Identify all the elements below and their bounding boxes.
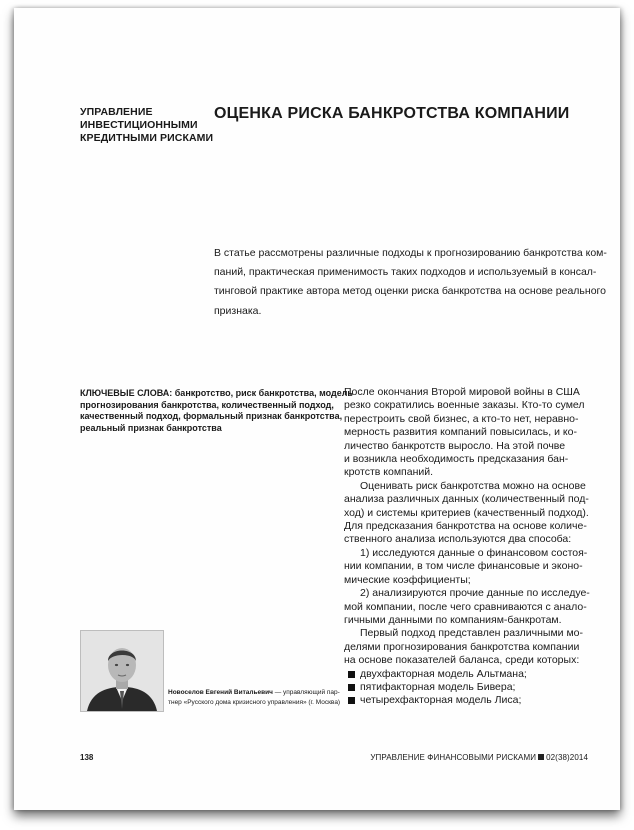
document-page bbox=[14, 8, 620, 810]
article-body bbox=[344, 386, 614, 708]
paragraph-2 bbox=[344, 480, 614, 547]
text-line: Для предсказания банкротства на основе количе- bbox=[344, 520, 587, 533]
text-line: на основе показателей баланса, среди которых: bbox=[344, 654, 580, 667]
model-list bbox=[344, 668, 614, 708]
list-item bbox=[344, 668, 614, 681]
author-name: Новоселов Евгений Витальевич bbox=[168, 689, 273, 696]
text-line: гичными данными по компаниям-банкротам. bbox=[344, 613, 562, 626]
text-line: Первый подход представлен различными мо- bbox=[360, 627, 584, 640]
keywords-line: КЛЮЧЕВЫЕ СЛОВА: банкротство, риск банкротства, модель bbox=[80, 388, 353, 398]
author-info bbox=[168, 688, 368, 708]
text-line: мой компании, после чего сравниваются с анало- bbox=[344, 600, 587, 613]
section-label bbox=[80, 106, 214, 145]
text-line: нии компании, в том числе финансовые и эконо- bbox=[344, 560, 583, 573]
author-portrait-icon bbox=[81, 631, 163, 711]
author-role: — управляющий пар- bbox=[272, 689, 340, 696]
abstract-line: признака. bbox=[214, 304, 262, 317]
text-line: мерность развития компаний повысилась, и ко- bbox=[344, 426, 577, 439]
abstract-line: паний, практическая применимость таких подходов и используемый в консал- bbox=[214, 266, 597, 279]
text-line: Оценивать риск банкротства можно на основе bbox=[360, 479, 586, 492]
list-item-text: двухфакторная модель Альтмана; bbox=[360, 667, 527, 680]
text-line: кротств компаний. bbox=[344, 466, 434, 479]
paragraph-3 bbox=[344, 547, 614, 587]
author-line bbox=[168, 688, 368, 698]
keywords-line: реальный признак банкротства bbox=[80, 422, 222, 433]
article-title: ОЦЕНКА РИСКА БАНКРОТСТВА КОМПАНИИ bbox=[214, 105, 570, 122]
text-line: После окончания Второй мировой войны в США bbox=[344, 386, 580, 398]
keywords-line: качественный подход, формальный признак банкротства, bbox=[80, 411, 343, 421]
text-line: мические коэффициенты; bbox=[344, 573, 471, 586]
journal-issue: 02(38)2014 bbox=[546, 753, 588, 762]
abstract-line: тинговой практике автора метод оценки риска банкротства на основе реального bbox=[214, 285, 606, 298]
paragraph-5 bbox=[344, 627, 614, 667]
abstract bbox=[214, 244, 607, 321]
paragraph-1 bbox=[344, 386, 614, 480]
page-footer bbox=[80, 753, 620, 765]
author-photo bbox=[80, 630, 164, 712]
list-item bbox=[344, 694, 614, 707]
section-label-line: УПРАВЛЕНИЕ bbox=[80, 106, 153, 118]
list-item-text: четырехфакторная модель Лиса; bbox=[360, 694, 522, 707]
author-line: тнер «Русского дома кризисного управления» (г. Москва) bbox=[168, 699, 341, 706]
square-bullet-icon bbox=[348, 671, 355, 678]
section-label-line: ИНВЕСТИЦИОННЫМИ bbox=[80, 119, 198, 131]
list-item-text: пятифакторная модель Бивера; bbox=[360, 680, 516, 693]
text-line: и возникла необходимость предсказания бан- bbox=[344, 453, 569, 466]
text-line: анализа различных данных (количественный под- bbox=[344, 493, 589, 506]
section-label-line: КРЕДИТНЫМИ РИСКАМИ bbox=[80, 132, 214, 144]
text-line: 1) исследуются данные о финансовом состоя- bbox=[360, 546, 588, 559]
text-line: перестроить свой бизнес, а кто-то нет, неравно- bbox=[344, 412, 579, 425]
paragraph-4 bbox=[344, 587, 614, 627]
page-number: 138 bbox=[80, 753, 94, 762]
journal-info bbox=[370, 753, 588, 762]
keywords bbox=[80, 388, 353, 434]
text-line: ход) и системы критериев (качественный подход). bbox=[344, 506, 589, 519]
text-line: ственного анализа используются два способа: bbox=[344, 533, 572, 546]
journal-name: УПРАВЛЕНИЕ ФИНАНСОВЫМИ РИСКАМИ bbox=[370, 753, 537, 762]
text-line: личество банкротств выросло. На этой почве bbox=[344, 439, 566, 452]
list-item bbox=[344, 681, 614, 694]
abstract-line: В статье рассмотрены различные подходы к прогнозированию банкротства ком- bbox=[214, 247, 607, 259]
square-separator-icon bbox=[538, 754, 544, 760]
text-line: резко сократились военные заказы. Кто-то сумел bbox=[344, 399, 585, 412]
keywords-line: прогнозирования банкротства, количественный подход, bbox=[80, 399, 334, 410]
text-line: делями прогнозирования банкротства компании bbox=[344, 640, 580, 653]
text-line: 2) анализируются прочие данные по исследуе- bbox=[360, 587, 590, 600]
